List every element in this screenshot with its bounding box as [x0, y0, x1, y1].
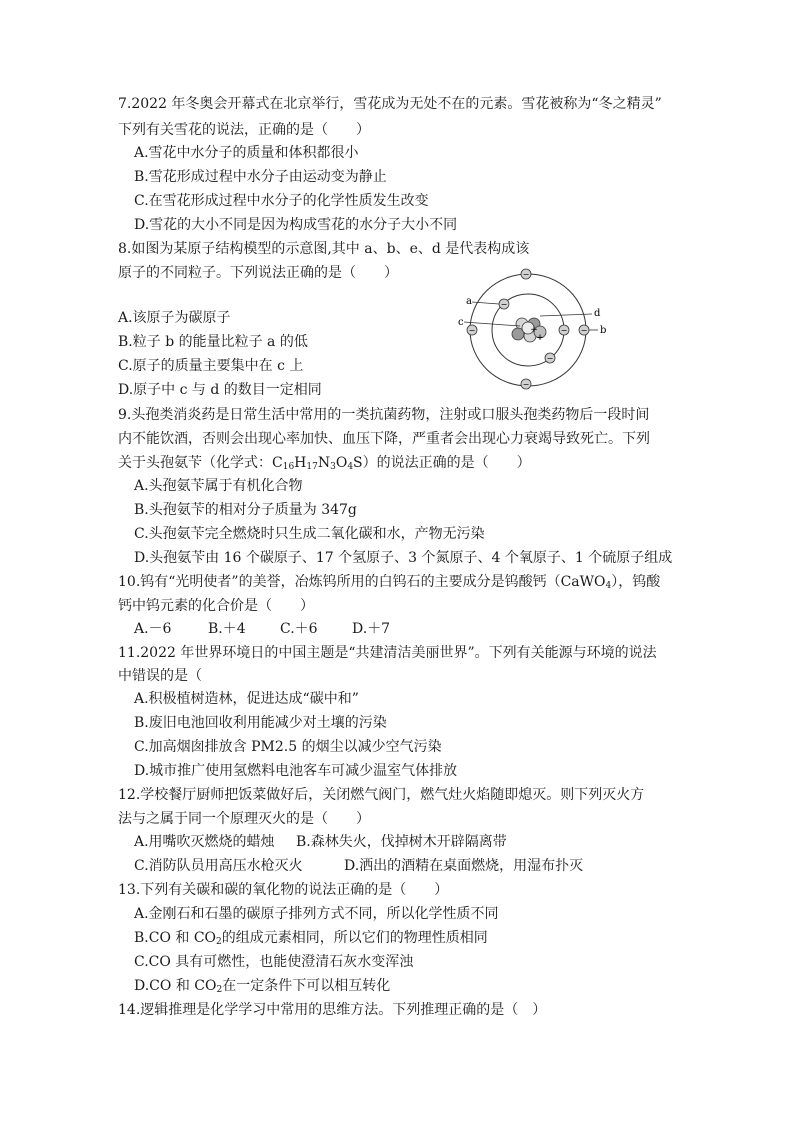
electron-sign: − [580, 326, 588, 335]
label-c: c [458, 317, 464, 328]
q11-stem-line-2: 中错误的是（ [118, 668, 202, 684]
formula-sub: 2 [216, 937, 222, 947]
q7-stem-line-1: 7.2022 年冬奥会开幕式在北京举行，雪花成为无处不在的元素。雪花被称为“冬之精灵” [118, 96, 662, 112]
atom-structure-figure [452, 264, 612, 396]
q13-option-a: A.金刚石和石墨的碳原子排列方式不同，所以化学性质不同 [134, 906, 499, 922]
label-b: b [600, 325, 607, 336]
q9-option-d: D.头孢氨苄由 16 个碳原子、17 个氢原子、3 个氮原子、4 个氧原子、1 个硫原子组成 [134, 550, 673, 566]
q7-option-a: A.雪花中水分子的质量和体积都很小 [134, 145, 359, 161]
electron-sign: − [522, 380, 530, 389]
q12-option-d: D.洒出的酒精在桌面燃烧，用湿布扑灭 [344, 858, 584, 874]
q10-option-a: A.－6 [134, 621, 172, 637]
q10-stem-line-2: 钙中钨元素的化合价是（ ） [118, 598, 314, 614]
electron-sign: − [560, 326, 568, 335]
q10-options-row [134, 619, 434, 639]
electron-sign: − [500, 300, 508, 309]
formula-element: N [317, 455, 331, 471]
q13-option-d-text: 在一定条件下可以相互转化 [222, 978, 391, 994]
q10-stem-text: 10.钨有“光明使者”的美誉，冶炼钨所用的白钨石的主要成分是钨酸钙（CaWO [118, 574, 606, 590]
q12-option-a: A.用嘴吹灭燃烧的蜡烛 [134, 834, 275, 850]
q13-option-b-text: B.CO 和 CO [134, 930, 217, 946]
q12-stem-line-1: 12.学校餐厅厨师把饭菜做好后，关闭燃气阀门，燃气灶火焰随即熄灭。则下列灭火方 [118, 787, 645, 803]
q9-option-b: B.头孢氨苄的相对分子质量为 347g [134, 502, 357, 518]
q7-option-d: D.雪花的大小不同是因为构成雪花的水分子大小不同 [134, 217, 458, 233]
q11-option-a: A.积极植树造林，促进达成“碳中和” [134, 691, 359, 707]
formula-sub: 16 [282, 462, 295, 472]
q13-stem-line-1: 13.下列有关碳和碳的氧化物的说法正确的是（ ） [118, 882, 449, 898]
q11-stem-line-1: 11.2022 年世界环境日的中国主题是“共建清洁美丽世界”。下列有关能源与环境的说法 [118, 645, 657, 661]
q10-option-b: B.＋4 [208, 621, 246, 637]
proton-sign-2: + [536, 333, 544, 343]
q11-option-c: C.加高烟囱排放含 PM2.5 的烟尘以减少空气污染 [134, 739, 442, 755]
q11-option-d: D.城市推广使用氢燃料电池客车可减少温室气体排放 [134, 763, 458, 779]
q9-option-a: A.头孢氨苄属于有机化合物 [134, 478, 303, 494]
q8-stem-line-2: 原子的不同粒子。下列说法正确的是（ ） [118, 265, 398, 281]
q7-option-c: C.在雪花形成过程中水分子的化学性质发生改变 [134, 193, 429, 209]
electron-sign: − [468, 326, 476, 335]
q11-option-b: B.废旧电池回收利用能减少对土壤的污染 [134, 715, 387, 731]
electron-sign: − [546, 354, 554, 363]
q12-option-b: B.森林失火，伐掉树木开辟隔离带 [296, 834, 507, 850]
q9-option-c: C.头孢氨苄完全燃烧时只生成二氧化碳和水，产物无污染 [134, 526, 485, 542]
q12-stem-line-2: 法与之属于同一个原理灭火的是（ ） [118, 811, 370, 827]
q13-option-d-text: D.CO 和 CO [134, 978, 217, 994]
q8-option-a: A.该原子为碳原子 [118, 310, 231, 326]
q8-stem-line-1: 8.如图为某原子结构模型的示意图,其中 a、b、e、d 是代表构成该 [118, 241, 530, 257]
q9-stem-line-2: 内不能饮酒，否则会出现心率加快、血压下降，严重者会出现心力衰竭导致死亡。下列 [118, 431, 650, 447]
formula-element: H [294, 455, 307, 471]
formula-sub: 17 [306, 462, 318, 472]
formula-sub: 2 [216, 985, 223, 995]
electron-sign: − [522, 270, 530, 279]
q9-stem-line-1: 9.头孢类消炎药是日常生活中常用的一类抗菌药物，注射或口服头孢类药物后一段时间 [118, 407, 650, 423]
q7-stem-line-2: 下列有关雪花的说法，正确的是（ ） [118, 122, 370, 138]
q12-options-row-1 [134, 832, 634, 852]
label-a: a [466, 296, 472, 307]
q10-option-d: D.＋7 [352, 621, 391, 637]
q9-stem-text: ）的说法正确的是（ ） [362, 455, 531, 471]
proton-sign: + [530, 325, 538, 335]
formula-element: O [335, 455, 348, 471]
q13-option-b-text: 的组成元素相同，所以它们的物理性质相同 [221, 930, 488, 946]
q8-option-c: C.原子的质量主要集中在 c 上 [118, 358, 304, 374]
q9-stem-text: 关于头孢氨苄（化学式：C [118, 455, 283, 471]
q8-option-d: D.原子中 c 与 d 的数目一定相同 [118, 382, 322, 398]
q13-option-b [134, 928, 488, 948]
q13-option-c: C.CO 具有可燃性，也能使澄清石灰水变浑浊 [134, 954, 414, 970]
q12-options-row-2 [134, 856, 634, 876]
q10-stem-text: ），钨酸 [611, 574, 661, 590]
q12-option-c: C.消防队员用高压水枪灭火 [134, 858, 303, 874]
q9-stem-line-3 [118, 453, 531, 473]
label-d: d [594, 308, 601, 319]
formula-sub: 4 [347, 462, 354, 472]
q10-stem-line-1 [118, 572, 660, 592]
formula-sub: 3 [330, 462, 336, 472]
q14-stem-line-1: 14.逻辑推理是化学学习中常用的思维方法。下列推理正确的是（ ） [118, 1002, 547, 1018]
q13-option-d [134, 976, 390, 996]
q10-option-c: C.＋6 [280, 621, 318, 637]
formula-sub: 4 [605, 581, 612, 591]
q7-option-b: B.雪花形成过程中水分子由运动变为静止 [134, 169, 387, 185]
q8-option-b: B.粒子 b 的能量比粒子 a 的低 [118, 334, 308, 350]
formula-element: S [353, 455, 363, 471]
